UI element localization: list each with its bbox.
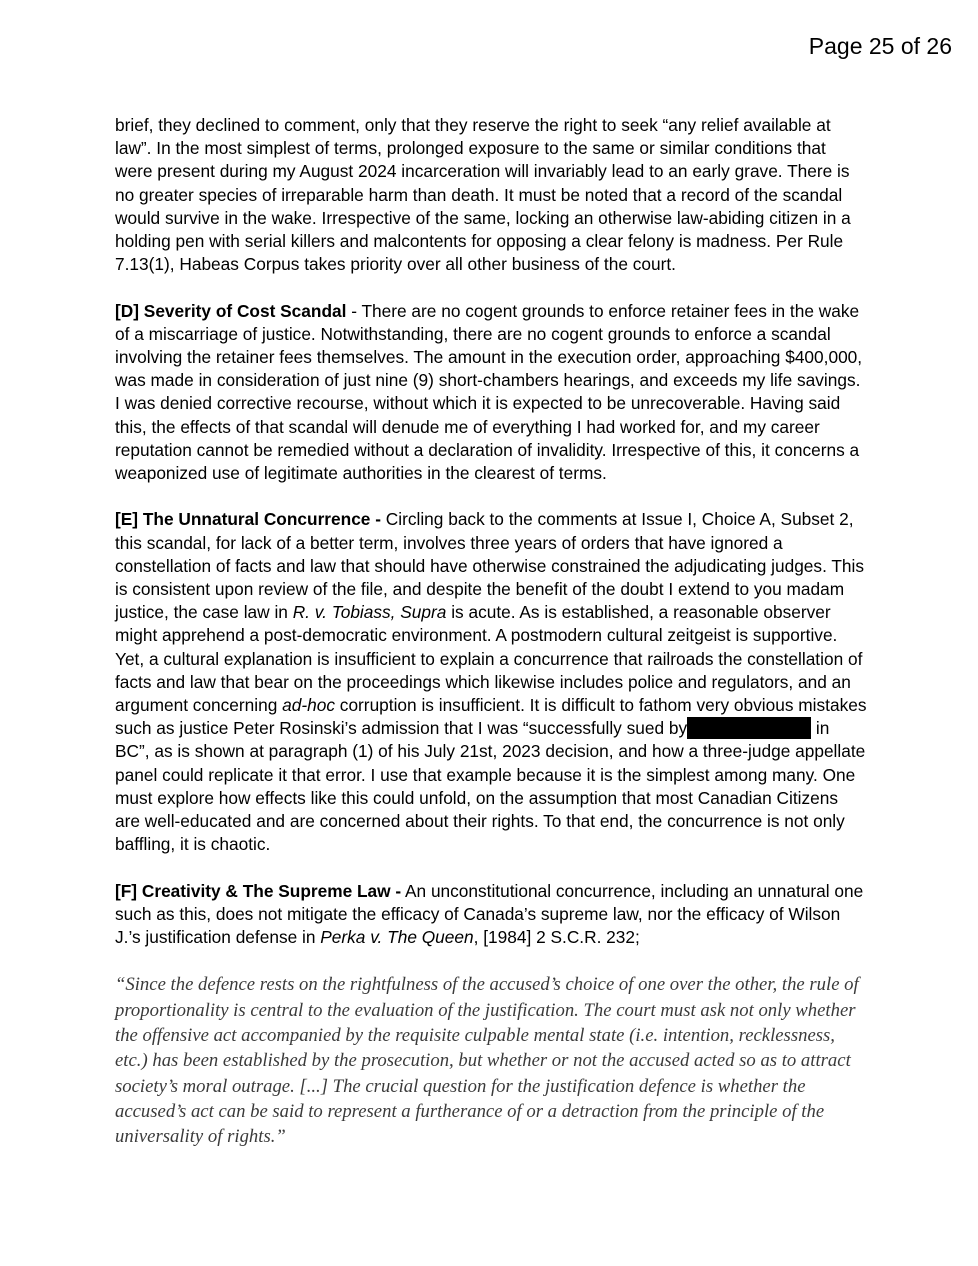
document-body [115, 114, 867, 1150]
paragraph-d [115, 300, 867, 486]
paragraph-e [115, 508, 867, 856]
case-citation-tobiass: R. v. Tobiass, Supra [292, 602, 447, 623]
paragraph-c-continuation: brief, they declined to comment, only that they reserve the right to seek “any relief available at law”. In the most simplest of terms, prolonged exposure to the same or similar conditions that were present during my August 2024 incarceration will invariably lead to an early grave. There is no greater species of irreparable harm than death. It must be noted that a record of the scandal would survive in the wake. Irrespective of the same, locking an otherwise law-abiding citizen in a holding pen with serial killers and malcontents for opposing a clear felony is madness. Per Rule 7.13(1), Habeas Corpus takes priority over all other business of the court. [115, 115, 851, 275]
paragraph-f-heading: [F] Creativity & The Supreme Law - [115, 880, 402, 901]
paragraph-e-text-1: Circling back to the comments at Issue I, Choice A, Subset 2, this scandal, for lack of a better term, involves three years of orders that have ignored a constellation of facts and law that should have otherwise constrained the adjudicating judges. This is consistent upon review of the file, and despite the benefit of the doubt I extend to you madam justice, the case law in [115, 509, 865, 623]
page-number: Page 25 of 26 [808, 33, 952, 59]
paragraph-e-text-3: corruption is insufficient. It is difficult to fathom very obvious mistakes such as justice Peter Rosinski’s admission that I was “successfully sued by [115, 695, 867, 739]
case-citation-perka: Perka v. The Queen [320, 927, 474, 948]
paragraph-e-heading: [E] The Unnatural Concurrence - [115, 509, 381, 530]
paragraph-f-text-2: , [1984] 2 S.C.R. 232; [473, 927, 640, 948]
block-quote: “Since the defence rests on the rightfulness of the accused’s choice of one over the other, the rule of proportionality is central to the evaluation of the justification. The court must ask not only whether the offensive act accompanied by the requisite culpable mental state (i.e. intention, recklessness, etc.) has been established by the prosecution, but whether or not the accused acted so as to attract society’s moral outrage. [...] The crucial question for the justification defence is whether the accused’s act can be said to represent a furtherance of or a detraction from the principle of the universality of rights.” [115, 974, 859, 1148]
paragraph-f-text-1: An unconstitutional concurrence, including an unnatural one such as this, does not mitigate the efficacy of Canada’s supreme law, nor the efficacy of Wilson J.’s justification defense in [115, 880, 864, 948]
paragraph-e-text-4: in BC”, as is shown at paragraph (1) of his July 21st, 2023 decision, and how a three-judge appellate panel could replicate it that error. I use that example because it is the simplest among many. One must explore how effects like this could unfold, on the assumption that most Canadian Citizens are well-educated and are concerned about their rights. To that end, the concurrence is not only baffling, it is chaotic. [115, 718, 866, 855]
paragraph-d-heading: [D] Severity of Cost Scandal [115, 300, 347, 321]
redaction-block [687, 717, 811, 739]
paragraph-e-text-2: is acute. As is established, a reasonable observer might apprehend a post-democratic environment. A postmodern cultural zeitgeist is supportive. Yet, a cultural explanation is insufficient to explain a concurrence that railroads the constellation of facts and law that bear on the proceedings which likewise includes police and regulators, and an argument concerning [115, 602, 863, 716]
paragraph-d-body: - There are no cogent grounds to enforce retainer fees in the wake of a miscarriage of justice. Notwithstanding, there are no cogent grounds to enforce a scandal involving the retainer fees themselves. The amount in the execution order, approaching $400,000, was made in consideration of just nine (9) short-chambers hearings, and exceeds my life savings. I was denied corrective recourse, without which it is expected to be unrecoverable. Having said this, the effects of that scandal will denude me of everything I had worked for, and my career reputation cannot be remedied without a declaration of invalidity. Irrespective of this, it concerns a weaponized use of legitimate authorities in the clearest of terms. [115, 300, 863, 484]
paragraph-f [115, 880, 867, 950]
adhoc-term: ad-hoc [282, 695, 335, 716]
